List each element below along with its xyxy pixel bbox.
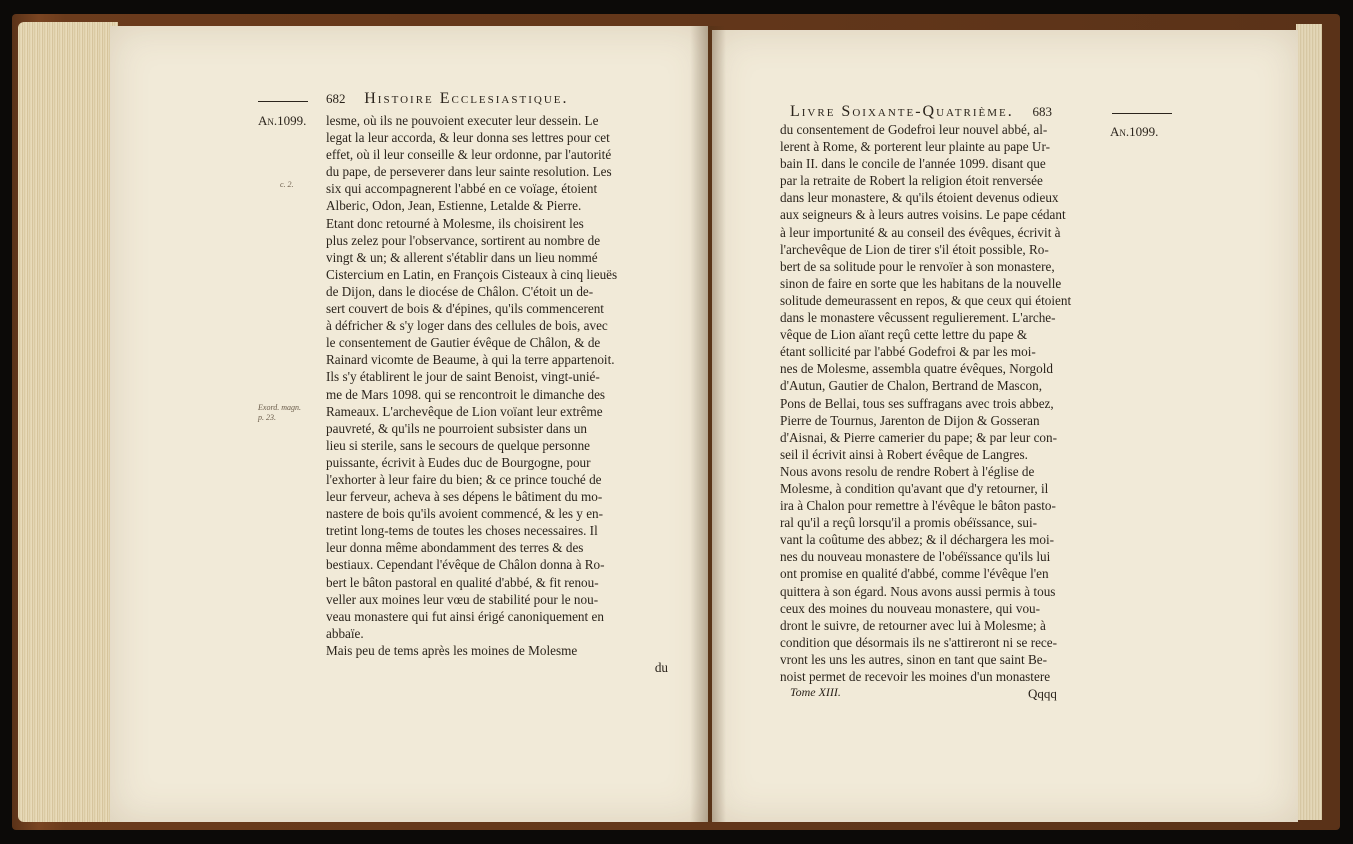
text-line: bestiaux. Cependant l'évêque de Châlon donna à Ro- (326, 557, 605, 573)
left-page-number: 682 (326, 91, 346, 106)
right-page-number: 683 (1032, 104, 1052, 119)
text-line: ira à Chalon pour remettre à l'évêque le bâton pasto- (780, 498, 1056, 514)
footer-tome: Tome XIII. (790, 685, 841, 699)
text-line: l'archevêque de Lion de tirer s'il étoit possible, Ro- (780, 241, 1049, 257)
text-line: quittera à son égard. Nous avons aussi permis à tous (780, 583, 1056, 599)
book-gutter (690, 26, 726, 822)
left-margin-year: An.1099. (258, 113, 307, 128)
text-line: du pape, de perseverer dans leur sainte resolution. Les (326, 164, 612, 180)
left-margin-note-2: Exord. magn. p. 23. (258, 403, 302, 422)
text-line: Pierre de Tournus, Jarenton de Dijon & Gosseran (780, 412, 1040, 428)
text-line: du consentement de Godefroi leur nouvel abbé, al- (780, 122, 1048, 137)
text-line: puissante, écrivit à Eudes duc de Bourgogne, pour (326, 454, 591, 470)
text-line: ceux des moines du nouveau monastere, qui vou- (780, 600, 1041, 616)
text-line: lesme, où ils ne pouvoient executer leur dessein. Le (326, 113, 599, 128)
text-line: le consentement de Gautier évêque de Châlon, & de (326, 335, 601, 351)
text-line: à défricher & s'y loger dans des cellules de bois, avec (326, 318, 608, 334)
text-line: plus zelez pour l'observance, sortirent au nombre de (326, 232, 601, 248)
right-margin-year: An.1099. (1110, 124, 1159, 139)
text-line: Molesme, à condition qu'avant que d'y retourner, il (780, 480, 1049, 496)
text-line: l'exhorter à leur faire du bien; & ce prince touché de (326, 471, 602, 487)
text-line: nes de Molesme, assembla quatre évêques, Norgold (780, 361, 1053, 377)
text-line: vant la coûtume des abbez; & il déchargera les moi- (780, 532, 1055, 548)
text-line: dans le monastere vêcussent regulierement. L'arche- (780, 310, 1056, 326)
text-line: legat la leur accorda, & leur donna ses lettres pour cet (326, 130, 610, 146)
text-line: aux seigneurs & à leurs autres voisins. Le pape cédant (780, 207, 1066, 223)
left-running-head (326, 90, 569, 108)
text-line: leur ferveur, acheva à ses dépens le bâtiment du mo- (326, 489, 603, 505)
right-body-text (780, 121, 1102, 685)
right-running-title: Livre Soixante-Quatrième. (790, 103, 1014, 120)
text-line: condition que désormais ils ne s'attireront ni se rece- (780, 634, 1058, 650)
text-line: Ils s'y établirent le jour de saint Benoist, vingt-unié- (326, 369, 600, 385)
left-header-rule (258, 101, 308, 102)
text-line: vront les uns les autres, sinon en tant que saint Be- (780, 651, 1047, 667)
text-line: nes du nouveau monastere de l'obéïssance qu'ils lui (780, 549, 1051, 565)
text-line: tretint long-tems de toutes les choses necessaires. Il (326, 523, 598, 539)
text-line: veau monastere qui fut ainsi érigé canoniquement en (326, 608, 604, 624)
text-line: étant sollicité par l'abbé Godefroi & par les moi- (780, 344, 1036, 360)
text-line: Cistercium en Latin, en François Cisteaux à cinq lieuës (326, 266, 618, 282)
text-line: Rainard vicomte de Beaume, à qui la terre appartenoit. (326, 352, 615, 368)
text-line: sinon de faire en sorte que les habitans de la nouvelle (780, 275, 1062, 291)
text-line: Mais peu de tems après les moines de Molesme (326, 642, 578, 658)
text-line: d'Aisnai, & Pierre camerier du pape; & par leur con- (780, 429, 1058, 445)
footer-signature: Qqqq (1028, 686, 1057, 701)
text-line: lerent à Rome, & porterent leur plainte au pape Ur- (780, 139, 1050, 155)
text-line: sert couvert de bois & d'épines, qu'ils commencerent (326, 301, 604, 317)
left-body-text (326, 112, 668, 676)
text-line: ral qu'il a reçû lorsqu'il a promis obéïssance, sui- (780, 515, 1038, 531)
text-line: pauvreté, & qu'ils ne pourroient subsister dans un (326, 420, 587, 436)
left-running-title: Histoire Ecclesiastique. (364, 90, 569, 107)
text-line: ont promise en qualité d'abbé, comme l'évêque l'en (780, 566, 1049, 582)
text-line: de Dijon, dans le diocése de Châlon. C'étoit un de- (326, 283, 594, 299)
text-line: dans leur monastere, & qu'ils étoient devenus odieux (780, 190, 1059, 206)
text-line: bain II. dans le concile de l'année 1099. disant que (780, 156, 1046, 172)
text-line: Pons de Bellai, tous ses suffragans avec trois abbez, (780, 395, 1054, 411)
text-line: à leur importunité & au conseil des évêques, écrivit à (780, 224, 1061, 240)
text-line: bert de sa solitude pour le renvoïer à son monastere, (780, 258, 1055, 274)
left-margin-note-1: c. 2. (280, 180, 294, 189)
text-line: solitude demeurassent en repos, & que ceux qui étoient (780, 292, 1072, 308)
text-line: abbaïe. (326, 625, 364, 641)
text-line: noist permet de recevoir les moines d'un monastere (780, 669, 1051, 684)
text-line: nastere de bois qu'ils avoient commencé, & les y en- (326, 506, 604, 522)
text-line: Alberic, Odon, Jean, Estienne, Letalde & Pierre. (326, 198, 582, 214)
right-running-head (790, 103, 1052, 121)
text-line: effet, où il leur conseille & leur ordonne, par l'autorité (326, 147, 612, 163)
text-line: vêque de Lion aïant reçû cette lettre du pape & (780, 327, 1028, 343)
text-line: lieu si sterile, sans le secours de quelque personne (326, 437, 591, 453)
text-line: vingt & un; & allerent s'établir dans un lieu nommé (326, 249, 598, 265)
text-line: seil il écrivit ainsi à Robert évêque de Langres. (780, 446, 1028, 462)
text-line: Nous avons resolu de rendre Robert à l'église de (780, 463, 1035, 479)
text-line: d'Autun, Gautier de Chalon, Bertrand de Mascon, (780, 378, 1043, 394)
text-line: me de Mars 1098. qui se rencontroit le dimanche des (326, 386, 606, 402)
text-line: six qui accompagnerent l'abbé en ce voïage, étoient (326, 181, 598, 197)
page-edges-right (1296, 24, 1322, 820)
text-line: du (654, 660, 668, 675)
text-line: bert le bâton pastoral en qualité d'abbé, & fit renou- (326, 574, 599, 590)
text-line: Rameaux. L'archevêque de Lion voïant leur extrême (326, 403, 603, 419)
text-line: Etant donc retourné à Molesme, ils choisirent les (326, 215, 584, 231)
text-line: veller aux moines leur vœu de stabilité pour le nou- (326, 591, 599, 607)
page-edges-left (18, 22, 118, 822)
text-line: leur donna même abondamment des terres & des (326, 540, 584, 556)
text-line: dront le suivre, de retourner avec lui à Molesme; à (780, 617, 1046, 633)
text-line: par la retraite de Robert la religion étoit renversée (780, 173, 1043, 189)
right-header-rule (1112, 113, 1172, 114)
